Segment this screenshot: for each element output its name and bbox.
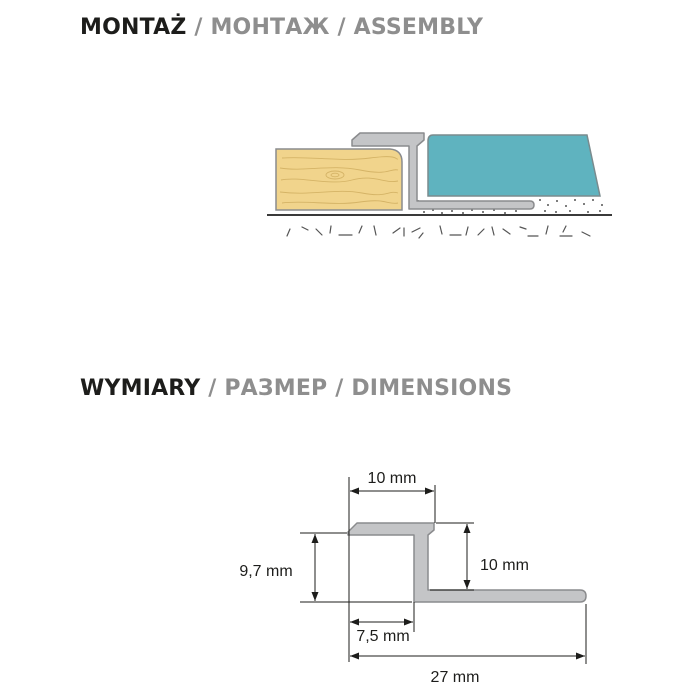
subfloor: [267, 215, 612, 238]
dimensions-section-title: [80, 376, 512, 401]
dimensions-title-ru: РАЗМЕР: [224, 376, 328, 401]
label-left-height: 9,7 mm: [239, 563, 293, 580]
tile-panel: [428, 135, 600, 196]
label-top-width: 10 mm: [367, 470, 417, 487]
title-separator: /: [186, 15, 211, 40]
wood-panel: [276, 149, 402, 210]
title-separator: /: [329, 15, 354, 40]
subfloor-aggregate: [287, 226, 590, 238]
assembly-illustration: [267, 133, 612, 238]
assembly-title-en: ASSEMBLY: [353, 15, 484, 40]
label-total-width: 27 mm: [430, 669, 480, 686]
assembly-title-ru: МОНТАЖ: [210, 15, 330, 40]
extension-lines: [300, 477, 586, 664]
dimensions-drawing: [239, 470, 586, 686]
label-right-height: 10 mm: [480, 557, 529, 574]
dimensions-title-en: DIMENSIONS: [351, 376, 513, 401]
assembly-title-pl: MONTAŻ: [80, 15, 187, 40]
dimensions-title-pl: WYMIARY: [80, 376, 201, 401]
title-separator: /: [327, 376, 352, 401]
label-inner-width: 7,5 mm: [356, 628, 410, 645]
title-separator: /: [200, 376, 225, 401]
